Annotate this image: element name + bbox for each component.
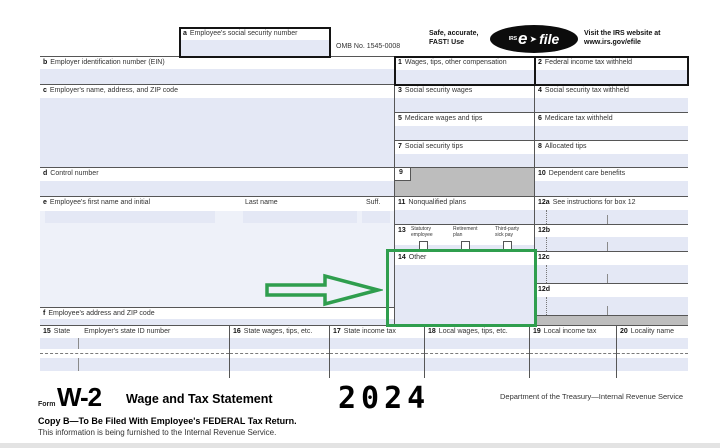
box-19-label: Local income tax: [543, 328, 597, 335]
box-3-input[interactable]: [395, 98, 534, 112]
box-1-input[interactable]: [395, 70, 534, 84]
box-12b: 12b: [535, 225, 688, 252]
box-13-checkboxes: 13 Statutory employee Retirement plan Third-party sick pay: [395, 225, 535, 252]
box-16-state-wages: 16 State wages, tips, etc.: [230, 326, 330, 378]
box-20-label: Locality name: [630, 328, 674, 335]
box-11-input[interactable]: [395, 210, 534, 224]
box-12d-input[interactable]: [535, 297, 688, 315]
box-9-shaded: [395, 168, 535, 197]
box-6-label: Medicare tax withheld: [544, 115, 613, 122]
box-5-input[interactable]: [395, 126, 534, 140]
box-14-input[interactable]: [395, 265, 534, 325]
box-2-input[interactable]: [535, 70, 688, 84]
box-12a-input[interactable]: [535, 210, 688, 224]
box-11-label: Nonqualified plans: [408, 199, 467, 206]
box-12d: 12d: [535, 284, 688, 316]
box-12c: 12c: [535, 252, 688, 284]
box-17-row-divider: [330, 353, 424, 354]
box-16-row2-input[interactable]: [230, 358, 329, 371]
box-7-input[interactable]: [395, 154, 534, 167]
tax-year: 2024: [338, 381, 431, 416]
third-party-sick-pay-checkbox[interactable]: [503, 241, 512, 250]
retirement-plan-label: Retirement plan: [453, 226, 478, 238]
box-2-federal-tax: 2 Federal income tax withheld: [535, 57, 688, 85]
box-17-label: State income tax: [343, 328, 396, 335]
box-7-label: Social security tips: [404, 143, 463, 150]
box-12a-code-separator: [546, 210, 547, 224]
box-18-label: Local wages, tips, etc.: [438, 328, 508, 335]
box-18-row-divider: [425, 353, 529, 354]
box-14-other: 14 Other: [395, 252, 535, 326]
box-e-first-name-input[interactable]: [45, 211, 215, 223]
box-20-row-divider: [617, 353, 688, 354]
box-b-ein: b Employer identification number (EIN): [40, 57, 395, 85]
statutory-employee-checkbox[interactable]: [419, 241, 428, 250]
box-19-row1-input[interactable]: [530, 338, 616, 349]
box-d-input[interactable]: [40, 181, 394, 196]
box-17-row2-input[interactable]: [330, 358, 424, 371]
top-left-empty-box: [40, 28, 180, 57]
box-15-tick-1: [78, 338, 79, 349]
box-15-row1-input[interactable]: [40, 338, 229, 349]
box-19-local-income-tax: 19 Local income tax: [530, 326, 617, 378]
statutory-employee-label: Statutory employee: [411, 226, 433, 238]
box-4-input[interactable]: [535, 98, 688, 112]
box-8-allocated-tips: 8 Allocated tips: [535, 141, 688, 168]
box-7-ss-tips: 7 Social security tips: [395, 141, 535, 168]
box-12a: 12a See instructions for box 12: [535, 197, 688, 225]
box-14-label: Other: [408, 254, 427, 261]
box-18-local-wages: 18 Local wages, tips, etc.: [425, 326, 530, 378]
box-20-row1-input[interactable]: [617, 338, 688, 349]
box-15-state-label: State: [53, 328, 71, 335]
box-12b-tick: [607, 242, 608, 251]
box-18-row1-input[interactable]: [425, 338, 529, 349]
box-15-row2-input[interactable]: [40, 358, 229, 371]
box-c-employer: c Employer's name, address, and ZIP code: [40, 85, 395, 168]
box-e-label: Employee's first name and initial: [49, 199, 151, 206]
box-4-label: Social security tax withheld: [544, 87, 629, 94]
box-15-state-id: 15 State Employer's state ID number: [40, 326, 230, 378]
third-party-sick-pay-label: Third-party sick pay: [495, 226, 520, 238]
box-12c-tick: [607, 274, 608, 283]
suffix-label: Suff.: [366, 199, 381, 206]
box-12a-label: See instructions for box 12: [552, 199, 636, 206]
box-a-ssn: a Employee's social security number: [180, 28, 330, 57]
form-word: Form: [38, 401, 56, 408]
box-e-last-name-input[interactable]: [243, 211, 357, 223]
box-f-address: f Employee's address and ZIP code: [40, 308, 395, 326]
irs-efile-logo-icon: IRS e ➤ file: [490, 25, 578, 53]
box-16-row1-input[interactable]: [230, 338, 329, 349]
department-line: Department of the Treasury—Internal Revenue Service: [499, 392, 683, 401]
box-16-row-divider: [230, 353, 329, 354]
box-d-control-number: d Control number: [40, 168, 395, 197]
box-19-row-divider: [530, 353, 616, 354]
copy-b-line: Copy B—To Be Filed With Employee's FEDERAL Tax Return.: [38, 416, 297, 426]
box-12b-code-separator: [546, 237, 547, 251]
efile-tagline: Safe, accurate, FAST! Use: [429, 30, 479, 46]
box-12d-tick: [607, 306, 608, 315]
box-8-input[interactable]: [535, 154, 688, 167]
box-f-label: Employee's address and ZIP code: [48, 310, 155, 317]
box-17-row1-input[interactable]: [330, 338, 424, 349]
box-15-id-label: Employer's state ID number: [84, 328, 171, 335]
box-9-label: 9: [395, 168, 411, 181]
box-12c-input[interactable]: [535, 265, 688, 283]
box-a-input[interactable]: [180, 40, 329, 56]
box-10-input[interactable]: [535, 181, 688, 196]
box-2-label: Federal income tax withheld: [544, 59, 633, 66]
box-1-label: Wages, tips, other compensation: [404, 59, 507, 66]
box-12a-tick: [607, 215, 608, 224]
box-b-input[interactable]: [40, 69, 394, 84]
box-4-ss-tax: 4 Social security tax withheld: [535, 85, 688, 113]
box-a-label: Employee's social security number: [189, 30, 298, 37]
furnished-line: This information is being furnished to the Internal Revenue Service.: [38, 428, 277, 437]
box-5-label: Medicare wages and tips: [404, 115, 483, 122]
green-arrow-pointing-to-box-14: [263, 270, 383, 310]
box-12c-code-separator: [546, 265, 547, 283]
box-17-state-income-tax: 17 State income tax: [330, 326, 425, 378]
form-title: Wage and Tax Statement: [126, 392, 273, 406]
retirement-plan-checkbox[interactable]: [461, 241, 470, 250]
box-6-medicare-tax: 6 Medicare tax withheld: [535, 113, 688, 141]
box-10-dependent-care: 10 Dependent care benefits: [535, 168, 688, 197]
box-18-row2-input[interactable]: [425, 358, 529, 371]
last-name-label: Last name: [245, 199, 278, 206]
box-b-label: Employer identification number (EIN): [50, 59, 165, 66]
visit-irs-website-note: Visit the IRS website at www.irs.gov/efile: [584, 30, 661, 46]
box-3-ss-wages: 3 Social security wages: [395, 85, 535, 113]
box-5-medicare-wages: 5 Medicare wages and tips: [395, 113, 535, 141]
box-c-input[interactable]: [40, 98, 394, 167]
box-d-label: Control number: [50, 170, 99, 177]
box-e-employee-name: e Employee's first name and initial Last name Suff.: [40, 197, 395, 308]
efile-arrow-icon: ➤: [529, 33, 538, 44]
box-c-label: Employer's name, address, and ZIP code: [49, 87, 178, 94]
box-16-label: State wages, tips, etc.: [243, 328, 313, 335]
box-1-wages: 1 Wages, tips, other compensation: [395, 57, 535, 85]
omb-number: OMB No. 1545-0008: [336, 43, 401, 50]
box-15-tick-2: [78, 358, 79, 371]
box-15-row-divider: [40, 353, 229, 354]
box-e-suffix-input[interactable]: [362, 211, 390, 223]
box-12d-code-separator: [546, 297, 547, 315]
box-8-label: Allocated tips: [544, 143, 587, 150]
shaded-strip-below-12d: [535, 316, 688, 326]
box-10-label: Dependent care benefits: [548, 170, 626, 177]
box-f-input[interactable]: [40, 319, 394, 325]
box-6-input[interactable]: [535, 126, 688, 140]
box-3-label: Social security wages: [404, 87, 473, 94]
form-number: W-2: [57, 382, 102, 412]
box-12b-input[interactable]: [535, 237, 688, 251]
box-20-locality-name: 20 Locality name: [617, 326, 688, 378]
box-19-row2-input[interactable]: [530, 358, 616, 371]
box-11-nonqualified-plans: 11 Nonqualified plans: [395, 197, 535, 225]
box-20-row2-input[interactable]: [617, 358, 688, 371]
page-bottom-edge: [0, 443, 720, 448]
